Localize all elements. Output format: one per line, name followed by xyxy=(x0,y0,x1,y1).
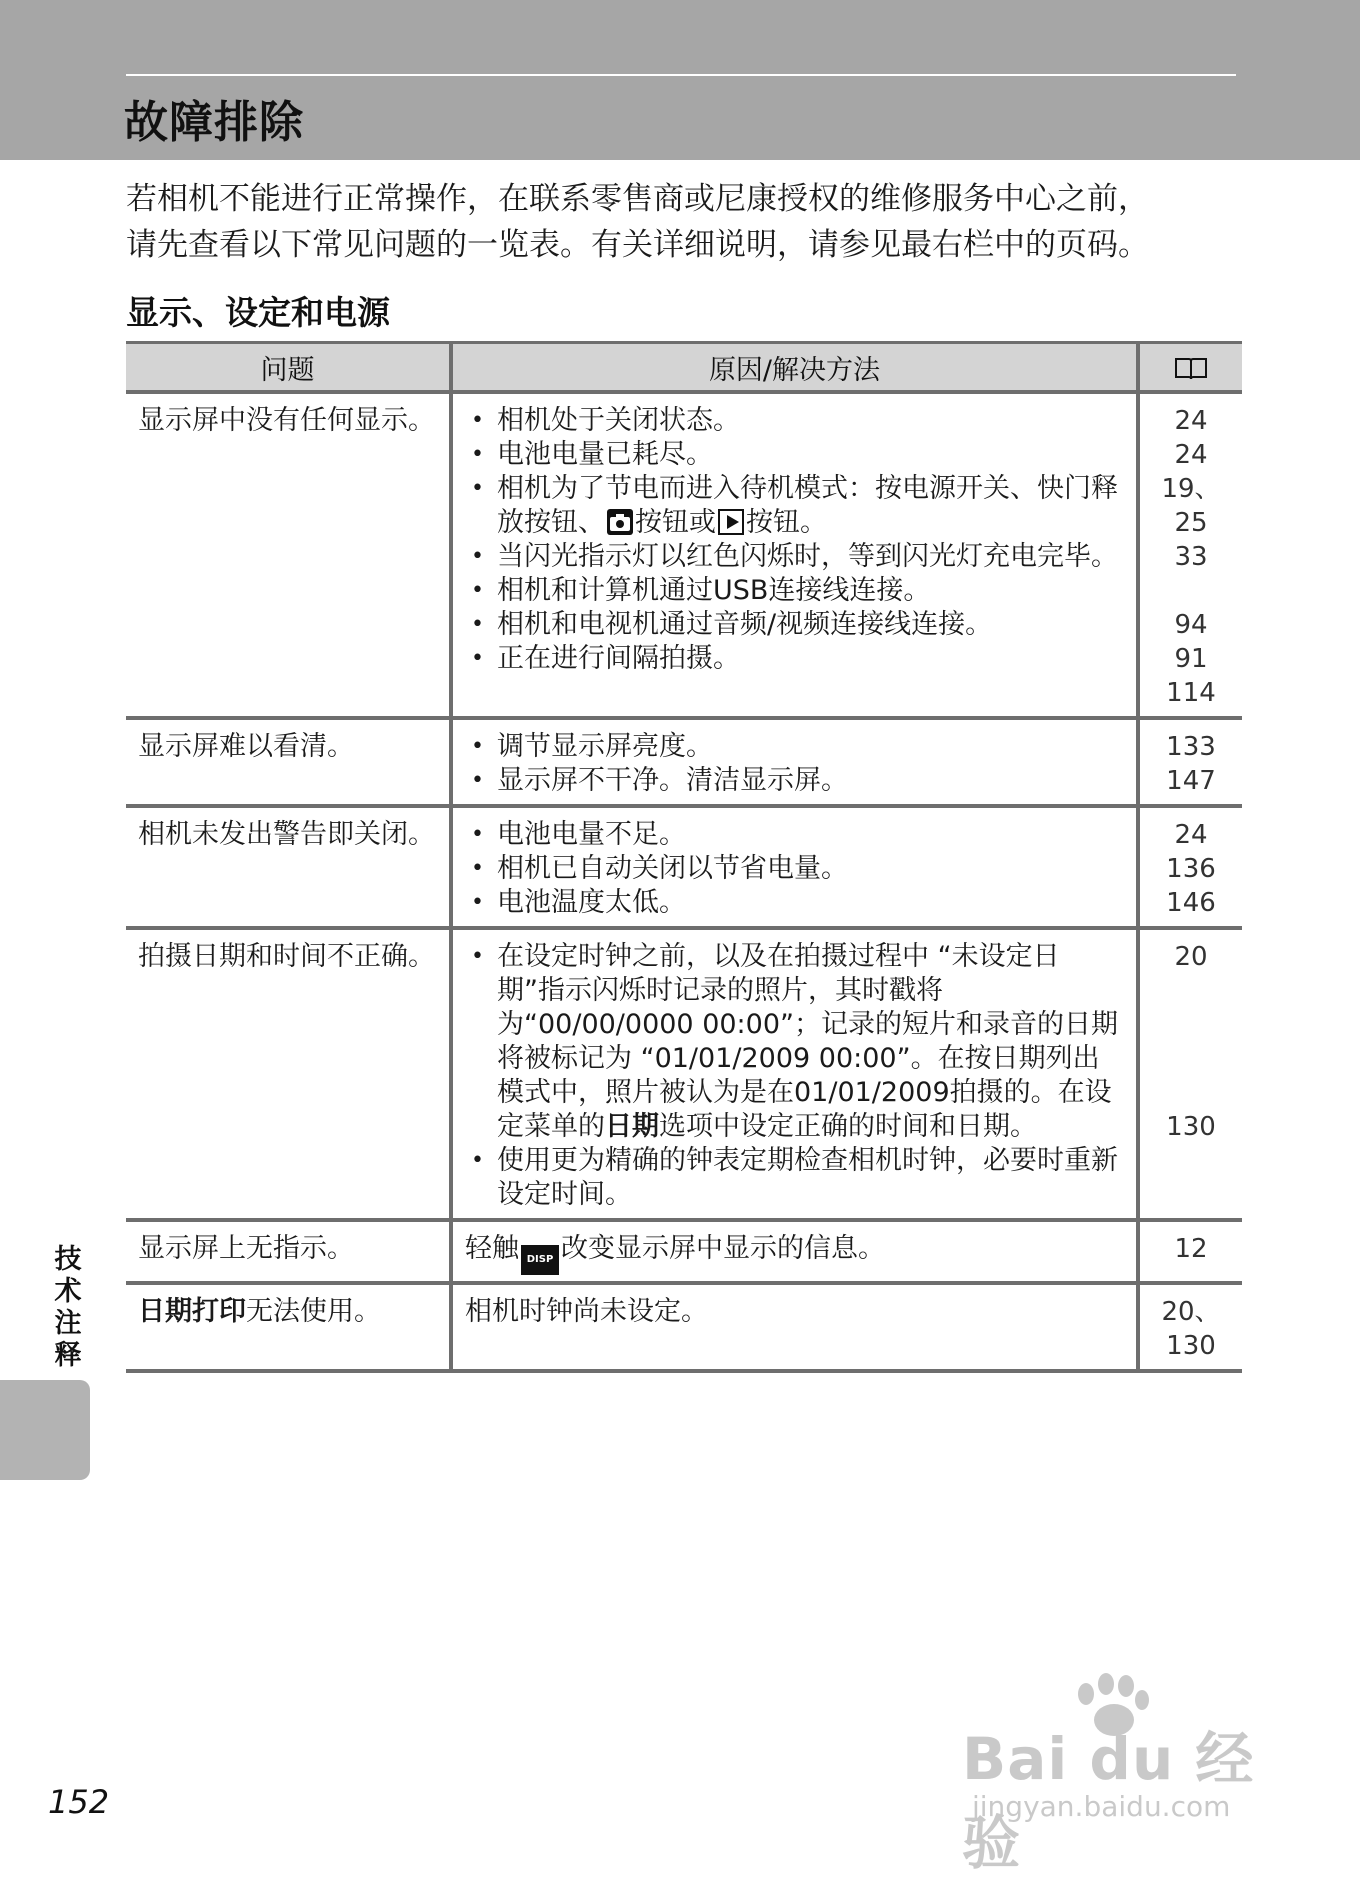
side-tab-label: 技 术 注 释 xyxy=(54,1244,82,1371)
cause-item: • 电池电量已耗尽。 xyxy=(471,439,713,470)
page-ref-cell xyxy=(1138,718,1242,806)
troubleshooting-table xyxy=(126,341,1242,1373)
page-ref-cell xyxy=(1138,928,1242,1220)
problem-cell: 拍摄日期和时间不正确。 xyxy=(126,928,451,1220)
page-ref: 19、 xyxy=(1161,474,1221,504)
cause-cell xyxy=(451,928,1138,1220)
cause-cell xyxy=(451,392,1138,718)
cause-item: • 电池电量不足。 xyxy=(471,819,686,850)
problem-cell: 显示屏上无指示。 xyxy=(126,1220,451,1283)
cause-item: • 在设定时钟之前，以及在拍摄过程中 “未设定日期”指示闪烁时记录的照片，其时戳将为“00/00/0000 00:00”；记录的短片和录音的日期将被标记为 “01/01/2009 00:00”。在按日期列出模式中，照片被认为是在01/01/2009拍摄的。在设定菜单的日期选项中设定正确的时间和日期。 xyxy=(471,941,1118,1142)
cause-item: • 相机和计算机通过USB连接线连接。 xyxy=(471,575,931,606)
page-ref: 12 xyxy=(1174,1234,1208,1264)
page-ref: 133 xyxy=(1166,732,1216,762)
page-ref: 130 xyxy=(1166,1331,1216,1361)
page-ref: 33 xyxy=(1174,542,1208,572)
page-ref: 130 xyxy=(1166,1112,1216,1142)
header-rule xyxy=(126,74,1236,76)
cause-item: • 相机处于关闭状态。 xyxy=(471,405,740,436)
page-ref: 24 xyxy=(1174,406,1208,436)
cause-cell: 相机时钟尚未设定。 xyxy=(451,1283,1138,1371)
cause-item: • 相机已自动关闭以节省电量。 xyxy=(471,853,848,884)
table-row xyxy=(126,806,1242,928)
problem-cell: 相机未发出警告即关闭。 xyxy=(126,806,451,928)
header-cause: 原因/解决方法 xyxy=(451,343,1138,393)
problem-cell: 显示屏难以看清。 xyxy=(126,718,451,806)
page-ref-cell xyxy=(1138,806,1242,928)
header-page-ref xyxy=(1138,343,1242,393)
cause-item: • 正在进行间隔拍摄。 xyxy=(471,643,740,674)
watermark-url: jingyan.baidu.com xyxy=(972,1790,1231,1823)
table-row xyxy=(126,1220,1242,1283)
page-ref: 24 xyxy=(1174,440,1208,470)
table-row xyxy=(126,928,1242,1220)
cause-item: • 使用更为精确的钟表定期检查相机时钟，必要时重新设定时间。 xyxy=(471,1145,1118,1210)
book-icon xyxy=(1174,355,1208,381)
page-title: 故障排除 xyxy=(124,97,304,148)
cause-cell: 轻触 DISP 改变显示屏中显示的信息。 xyxy=(451,1220,1138,1283)
page-ref-cell xyxy=(1138,392,1242,718)
page-ref: 114 xyxy=(1166,678,1216,708)
page-ref-cell xyxy=(1138,1220,1242,1283)
problem-cell: 显示屏中没有任何显示。 xyxy=(126,392,451,718)
cause-item: • 相机为了节电而进入待机模式：按电源开关、快门释放按钮、 按钮或 按钮。 xyxy=(471,473,1118,538)
page-ref: 91 xyxy=(1174,644,1208,674)
page-ref: 136 xyxy=(1166,854,1216,884)
intro-paragraph xyxy=(126,176,1246,268)
page-ref: 147 xyxy=(1166,766,1216,796)
ref-spacer xyxy=(1140,974,1242,1110)
cause-cell xyxy=(451,718,1138,806)
ref-spacer xyxy=(1140,574,1242,608)
page-ref: 25 xyxy=(1174,508,1208,538)
cause-item: • 电池温度太低。 xyxy=(471,887,686,918)
disp-icon: DISP xyxy=(521,1245,559,1275)
table-row xyxy=(126,1283,1242,1371)
page-ref: 94 xyxy=(1174,610,1208,640)
watermark-brand: Bai du 经验 xyxy=(962,1725,1255,1877)
cause-item: • 调节显示屏亮度。 xyxy=(471,731,713,762)
cause-cell xyxy=(451,806,1138,928)
cause-item: • 相机和电视机通过音频/视频连接线连接。 xyxy=(471,609,993,640)
cause-item: • 显示屏不干净。清洁显示屏。 xyxy=(471,765,848,796)
watermark xyxy=(950,1672,1280,1877)
header-problem: 问题 xyxy=(126,343,451,393)
side-tab xyxy=(0,1380,90,1480)
table-row xyxy=(126,392,1242,718)
page-ref: 24 xyxy=(1174,820,1208,850)
page-ref: 146 xyxy=(1166,888,1216,918)
page-ref-cell xyxy=(1138,1283,1242,1371)
section-title: 显示、设定和电源 xyxy=(126,293,390,332)
intro-line: 若相机不能进行正常操作，在联系零售商或尼康授权的维修服务中心之前， xyxy=(126,181,1149,217)
problem-cell: 日期打印无法使用。 xyxy=(126,1283,451,1371)
page-ref: 20 xyxy=(1174,942,1208,972)
table-header-row xyxy=(126,343,1242,393)
table-row xyxy=(126,718,1242,806)
cause-item: • 当闪光指示灯以红色闪烁时，等到闪光灯充电完毕。 xyxy=(471,541,1118,572)
page-ref: 20、 xyxy=(1161,1297,1221,1327)
camera-icon xyxy=(607,509,633,535)
playback-icon xyxy=(718,509,744,535)
page-number: 152 xyxy=(48,1783,110,1821)
intro-line: 请先查看以下常见问题的一览表。有关详细说明，请参见最右栏中的页码。 xyxy=(126,227,1149,263)
